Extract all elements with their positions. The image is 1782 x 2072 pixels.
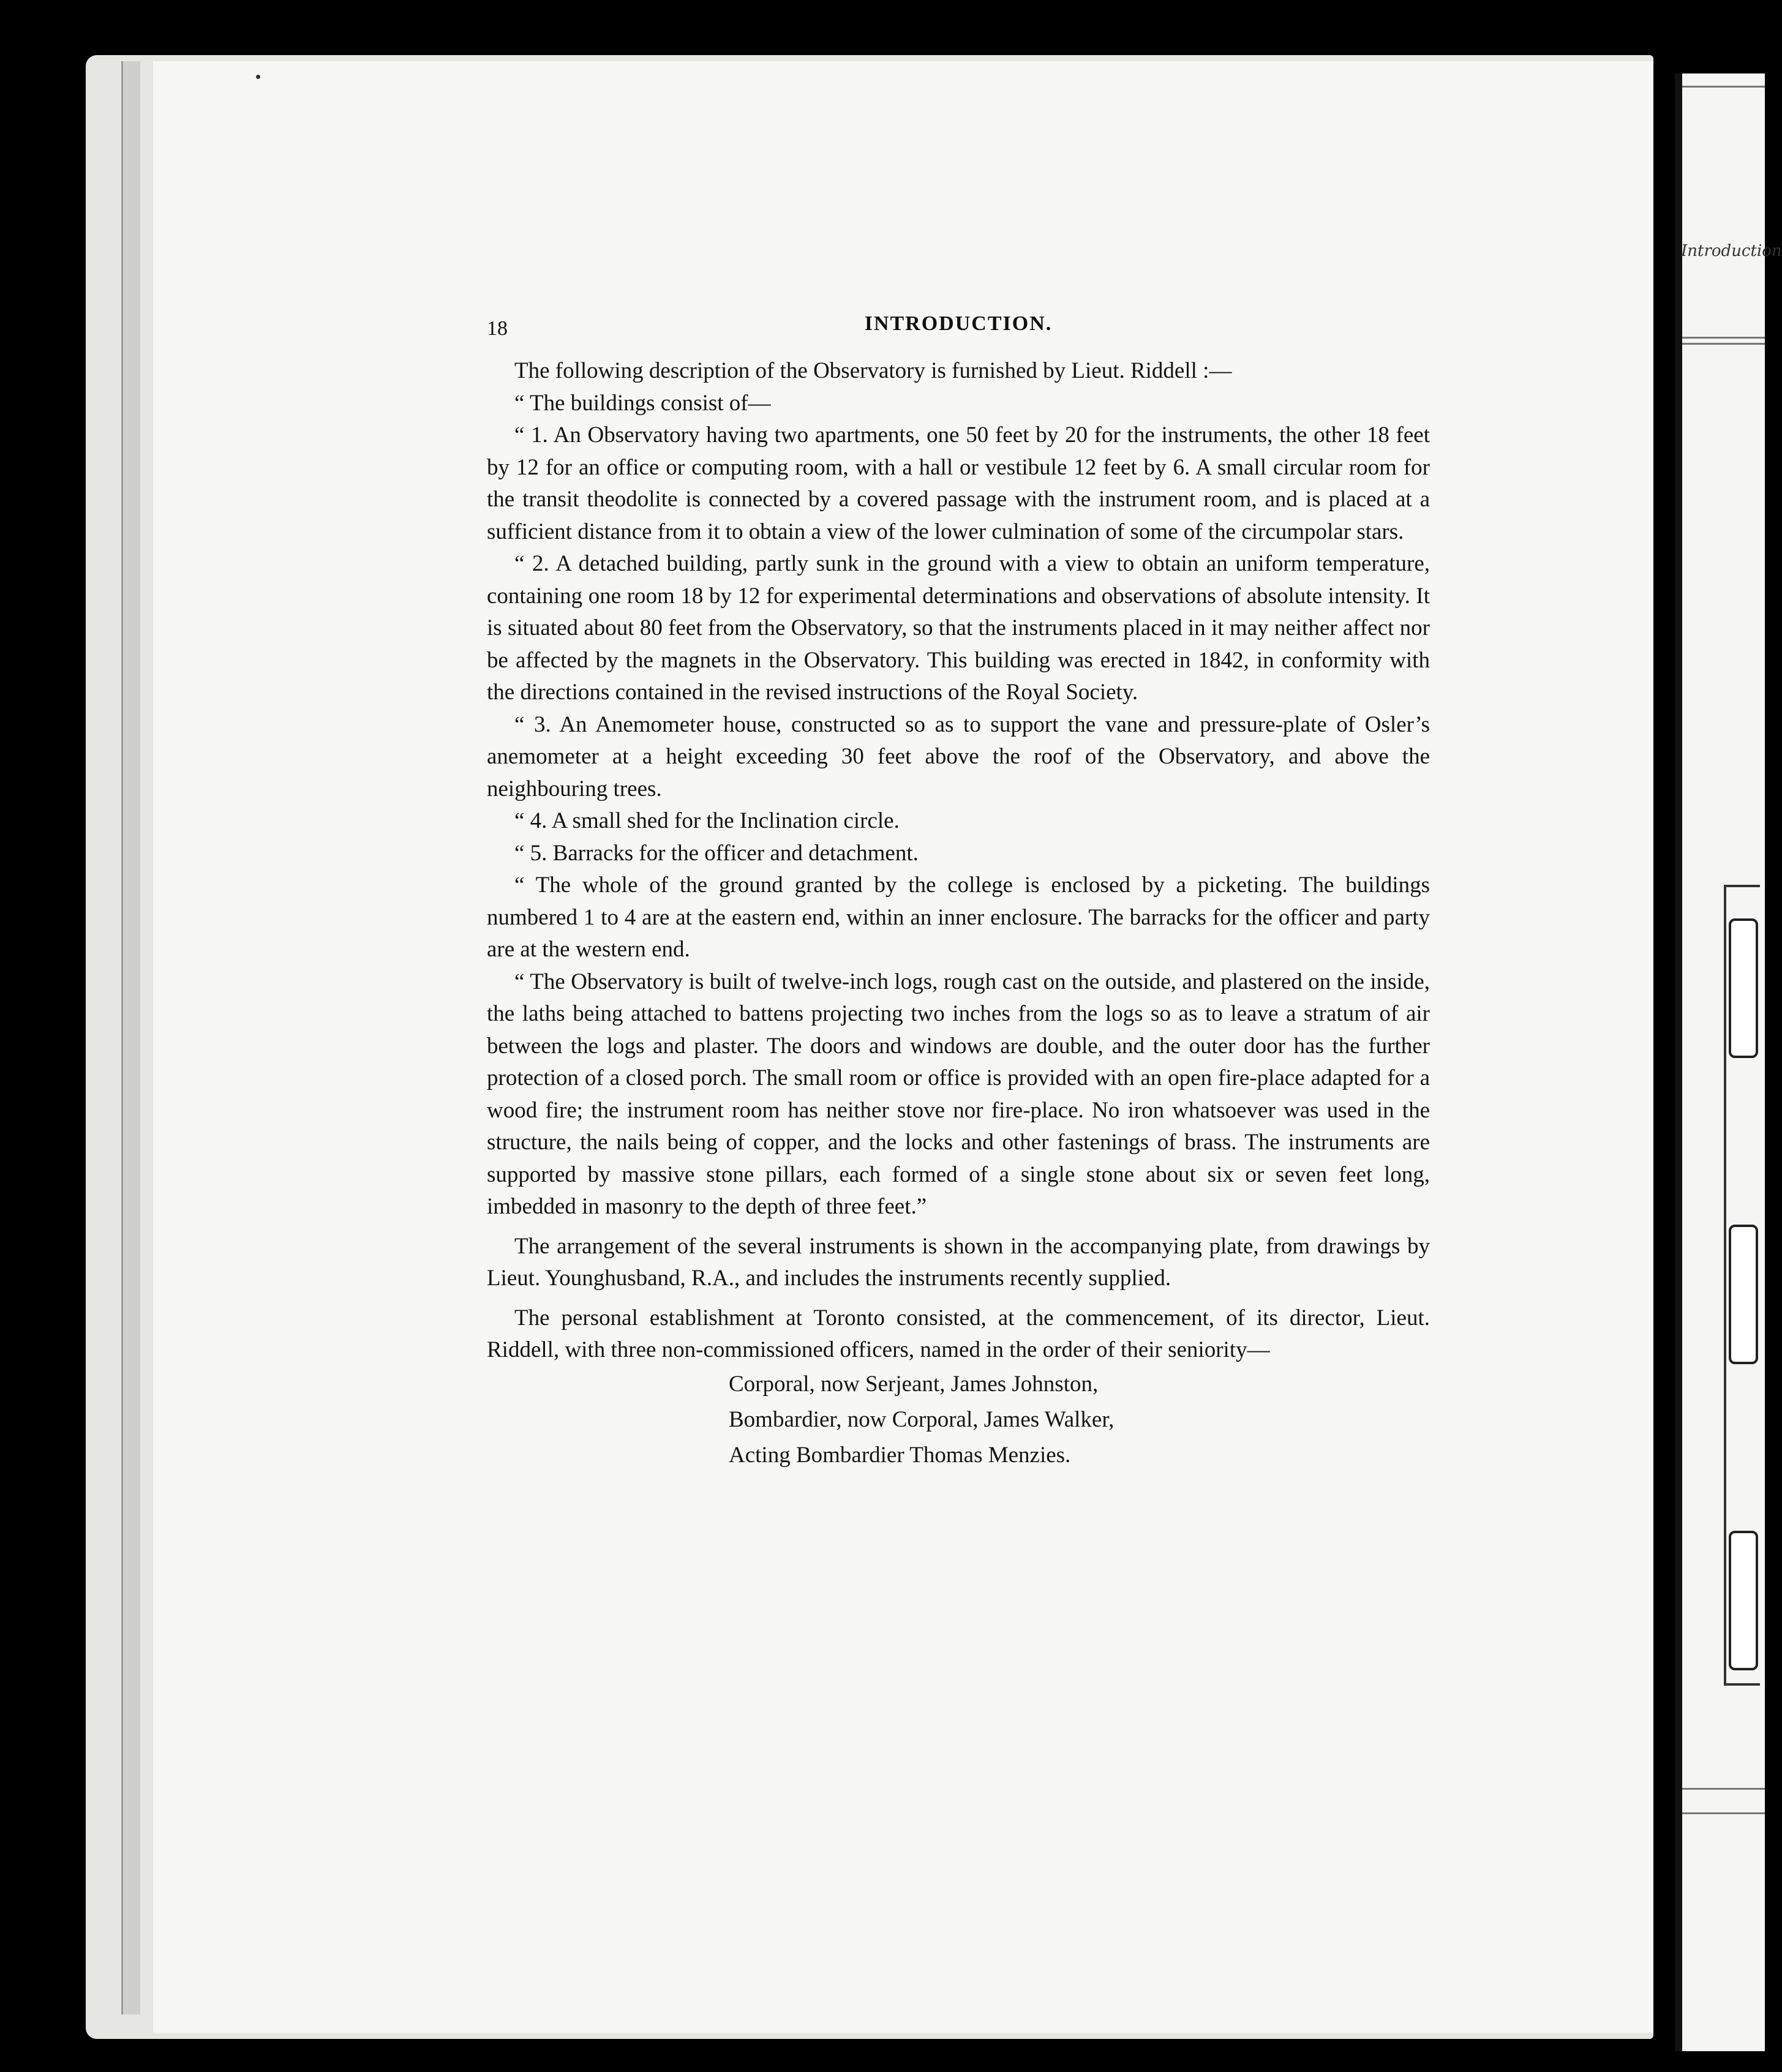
paragraph: “ The whole of the ground granted by the college is enclosed by a picketing. The buildings numbered 1 to 4 are at the eastern end, within an inner enclosure. The barracks for the officer and party are at the western end.: [487, 873, 1430, 962]
adjacent-page-label: Introduction: [1681, 242, 1782, 260]
paragraph: “ The buildings consist of—: [514, 390, 771, 416]
paragraph: “ 4. A small shed for the Inclination circle.: [514, 808, 900, 833]
binding-edge: [121, 61, 140, 2014]
officer-name: Corporal, now Serjeant, James Johnston,: [729, 1371, 1099, 1397]
ink-speck: [256, 75, 260, 79]
paragraph: “ 2. A detached building, partly sunk in the ground with a view to obtain an uniform temperature, containing one room 18 by 12 for experimental determinations and observations of absolute intensity. It is situated about 80 feet from the Observatory, so that the instruments placed in it may neither affect nor be affected by the magnets in the Observatory. This building was erected in 1842, in conformity with the directions contained in the revised instructions of the Royal Society.: [487, 551, 1430, 705]
plate-rule: [1682, 343, 1765, 345]
officer-name: Bombardier, now Corporal, James Walker,: [729, 1406, 1115, 1432]
page-number: 18: [487, 317, 508, 340]
paragraph: “ 1. An Observatory having two apartments, one 50 feet by 20 for the instruments, the other 18 feet by 12 for an office or computing room, with a hall or vestibule 12 feet by 6. A small circular room for the transit theodolite is connected by a covered passage with the instrument room, and is placed at a sufficient distance from it to obtain a view of the lower culmination of some of the circumpolar stars.: [487, 422, 1430, 544]
plate-pillar: [1729, 918, 1758, 1058]
officer-name: Acting Bombardier Thomas Menzies.: [729, 1442, 1071, 1468]
page-header: [487, 312, 1430, 349]
plate-pillar: [1729, 1225, 1758, 1364]
running-head: INTRODUCTION.: [864, 312, 1053, 335]
plate-rule: [1682, 1812, 1765, 1814]
paragraph: The following description of the Observatory is furnished by Lieut. Riddell :—: [514, 358, 1232, 383]
plate-rule: [1682, 1788, 1765, 1790]
paragraph: “ The Observatory is built of twelve-inch logs, rough cast on the outside, and plastered on the inside, the laths being attached to battens projecting two inches from the logs so as to leave a stratum of air between the logs and plaster. The doors and windows are double, and the outer door has the further protection of a closed porch. The small room or office is provided with an open fire-place adapted for a wood fire; the instrument room has neither stove nor fire-place. No iron whatsoever was used in the structure, the nails being of copper, and the locks and other fastenings of brass. The instruments are supported by massive stone pillars, each formed of a single stone about six or seven feet long, imbedded in masonry to the depth of three feet.”: [487, 969, 1430, 1219]
paragraph: “ 3. An Anemometer house, constructed so as to support the vane and pressure-plate of Osler’s anemometer at a height exceeding 30 feet above the roof of the Observatory, and above the neighbouring trees.: [487, 711, 1430, 801]
paragraph: “ 5. Barracks for the officer and detachment.: [514, 840, 919, 866]
officer-list: [729, 1367, 1430, 1473]
paragraph: The arrangement of the several instruments is shown in the accompanying plate, from drawings by Lieut. Younghusband, R.A., and includes the instruments recently supplied.: [487, 1233, 1430, 1291]
plate-rule: [1682, 86, 1765, 88]
paragraph: The personal establishment at Toronto consisted, at the commencement, of its director, Lieut. Riddell, with three non-commissioned officers, named in the order of their seniority—: [487, 1305, 1430, 1362]
page-body: [487, 355, 1430, 1473]
plate-pillar: [1729, 1531, 1758, 1670]
plate-rule: [1682, 337, 1765, 339]
